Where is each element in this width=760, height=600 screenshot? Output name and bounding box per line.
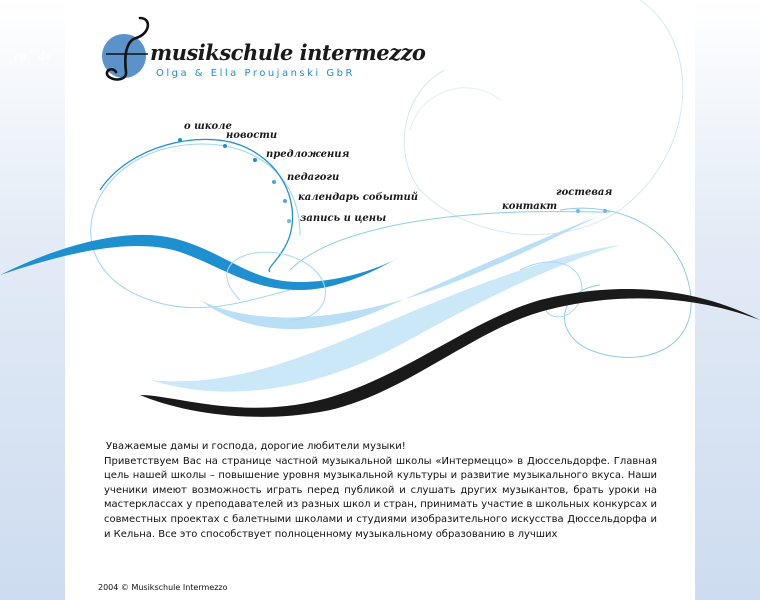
- logo-mark: [100, 16, 156, 82]
- nav-dot: [576, 209, 580, 213]
- greeting-text: Уважаемые дамы и господа, дорогие любители музыки!: [106, 441, 406, 452]
- nav-news[interactable]: новости: [226, 130, 278, 141]
- faint-swirl-small: [410, 88, 500, 130]
- nav-enrollment[interactable]: запись и цены: [300, 213, 387, 224]
- language-link-de[interactable]: de: [38, 50, 52, 63]
- flourish-thin-line: [560, 208, 691, 357]
- nav-dot: [287, 219, 291, 223]
- language-link-ru[interactable]: ru: [14, 50, 27, 63]
- blue-brush-stroke: [0, 235, 398, 290]
- nav-about[interactable]: о школе: [184, 121, 232, 132]
- nav-offers[interactable]: предложения: [266, 149, 350, 160]
- nav-dot: [178, 138, 182, 142]
- main-content: [104, 440, 657, 542]
- nav-teachers[interactable]: педагоги: [287, 172, 340, 183]
- nav-calendar[interactable]: календарь событий: [298, 192, 418, 203]
- copyright-footer: 2004 © Musikschule Intermezzo: [98, 583, 228, 592]
- nav-dot: [272, 180, 276, 184]
- nav-dot: [223, 144, 227, 148]
- faint-swirl-large: [404, 0, 683, 235]
- nav-dot: [283, 199, 287, 203]
- nav-dot: [253, 158, 257, 162]
- nav-guestbook[interactable]: гостевая: [556, 187, 613, 198]
- logo-title[interactable]: musikschule intermezzo: [150, 40, 426, 65]
- intro-paragraph: Приветствуем Вас на странице частной музыкальной школы «Интермеццо» в Дюссельдорфе. Главная цель нашей школы – повышение уровня музыкальной культуры и развитие музыкального вкуса. Наши ученики имеют возможность играть перед публикой и слушать других музыкантов, брать уроки на мастерклассах у преподавателей из разных школ и стран, принимать участие в школьных конкурсах и совместных проектах с балетными школами и студиями изобразительного искусства Дюссельдорфа и и Кельна. Все это способствует полноценному музыкальному образованию в лучших: [104, 455, 657, 540]
- nav-contact[interactable]: контакт: [502, 201, 558, 212]
- logo-subtitle: Olga & Ella Proujanski GbR: [156, 68, 355, 79]
- nav-dot: [603, 209, 607, 213]
